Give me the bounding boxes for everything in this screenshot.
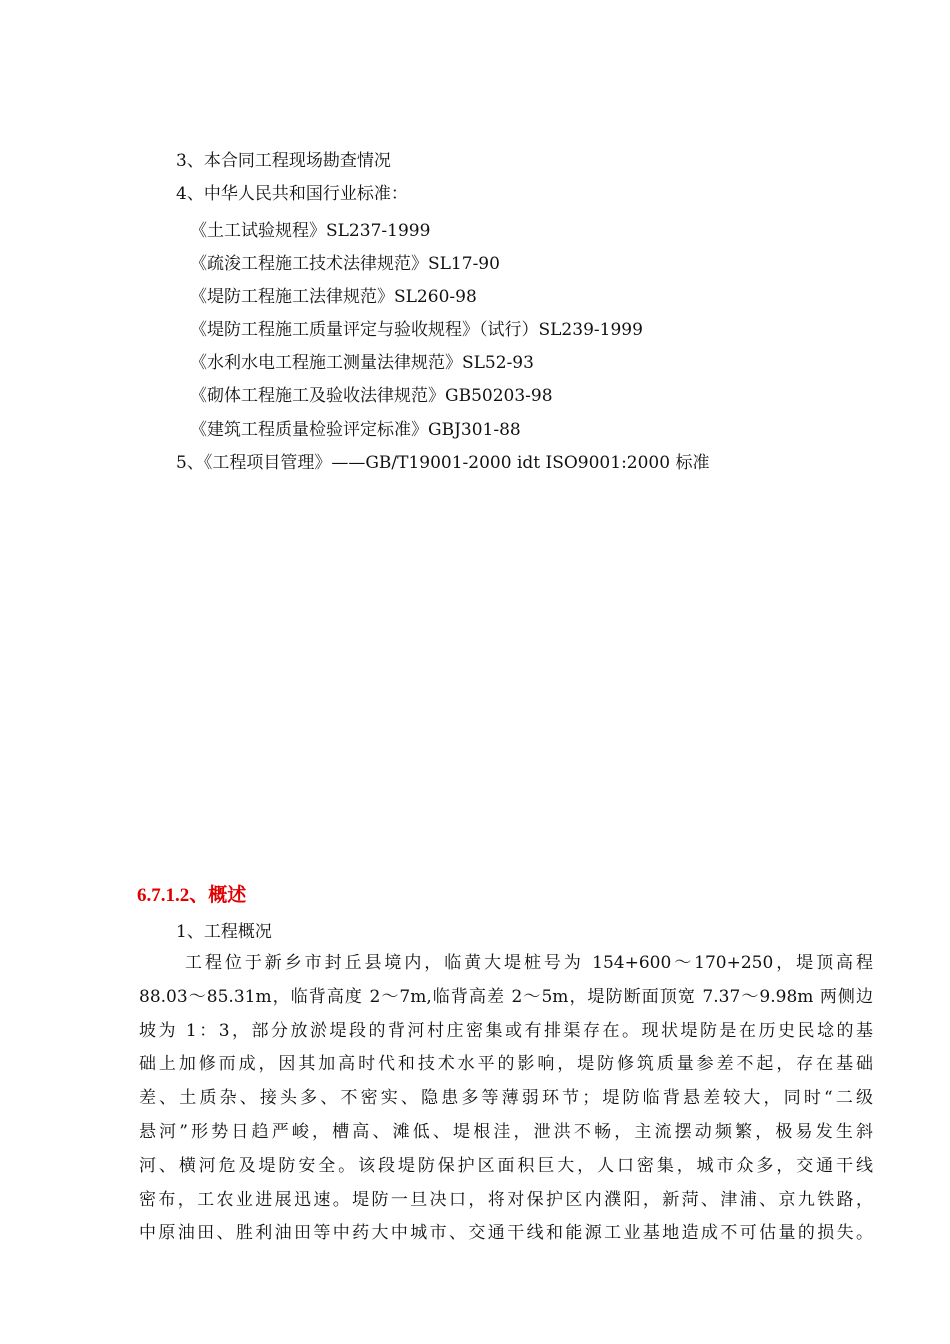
paragraph-line: 工程位于新乡市封丘县境内，临黄大堤桩号为 154+600～170+250，堤顶高程 bbox=[185, 953, 873, 973]
list-item: 4、中华人民共和国行业标准： bbox=[176, 184, 408, 204]
list-item: 《水利水电工程施工测量法律规范》SL52-93 bbox=[190, 353, 534, 373]
paragraph-line: 坡为 1：3，部分放淤堤段的背河村庄密集或有排渠存在。现状堤防是在历史民埝的基 bbox=[139, 1020, 873, 1041]
paragraph-line: 88.03～85.31m，临背高度 2～7m,临背高差 2～5m，堤防断面顶宽 7.37～9.98m 两侧边 bbox=[139, 986, 873, 1007]
section-heading: 6.7.1.2、概述 bbox=[137, 885, 247, 906]
paragraph-line: 础上加修而成，因其加高时代和技术水平的影响，堤防修筑质量参差不起，存在基础 bbox=[139, 1054, 873, 1075]
paragraph-line: 河、横河危及堤防安全。该段堤防保护区面积巨大，人口密集，城市众多，交通干线 bbox=[139, 1155, 873, 1176]
paragraph-line: 中原油田、胜利油田等中药大中城市、交通干线和能源工业基地造成不可估量的损失。 bbox=[139, 1223, 873, 1244]
list-item: 《土工试验规程》SL237-1999 bbox=[190, 221, 431, 241]
list-item: 5、《工程项目管理》——GB/T19001-2000 idt ISO9001:2000 标准 bbox=[176, 453, 710, 473]
list-item: 《建筑工程质量检验评定标准》GBJ301-88 bbox=[190, 420, 521, 440]
list-item: 《堤防工程施工法律规范》SL260-98 bbox=[190, 287, 477, 307]
list-item: 《砌体工程施工及验收法律规范》GB50203-98 bbox=[190, 386, 553, 406]
list-item: 《疏浚工程施工技术法律规范》SL17-90 bbox=[190, 254, 500, 274]
list-item: 3、本合同工程现场勘查情况 bbox=[176, 151, 391, 171]
body-paragraph bbox=[139, 947, 873, 1251]
paragraph-line: 差、土质杂、接头多、不密实、隐患多等薄弱环节；堤防临背悬差较大，同时“二级 bbox=[139, 1088, 873, 1109]
paragraph-line: 密布，工农业进展迅速。堤防一旦决口，将对保护区内濮阳，新菏、津浦、京九铁路， bbox=[139, 1189, 873, 1210]
list-item: 《堤防工程施工质量评定与验收规程》（试行）SL239-1999 bbox=[190, 320, 643, 340]
section-subheading: 1、工程概况 bbox=[176, 922, 272, 942]
paragraph-line: 悬河”形势日趋严峻，槽高、滩低、堤根洼，泄洪不畅，主流摆动频繁，极易发生斜 bbox=[139, 1121, 873, 1142]
